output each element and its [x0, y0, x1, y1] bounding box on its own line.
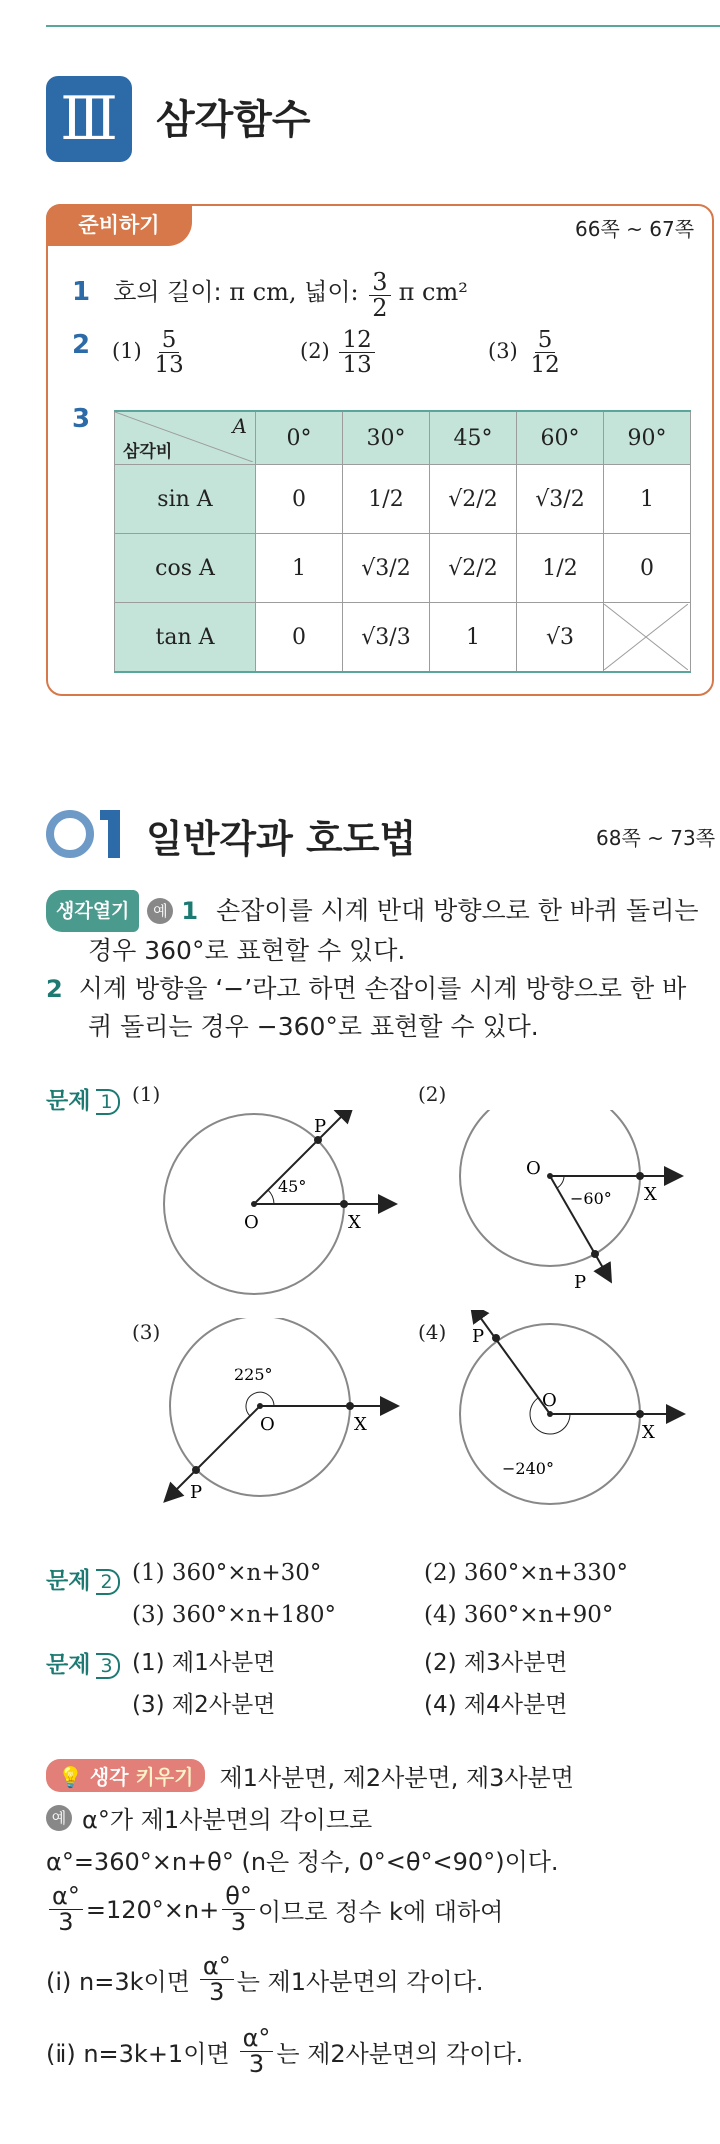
- table-cell: 0: [256, 465, 343, 534]
- table-cell: 1: [604, 465, 691, 534]
- p2-item-1: (1) 360°×n+30°: [132, 1560, 322, 1586]
- q2-item-1-frac: [151, 328, 186, 377]
- diagram-225: [150, 1318, 410, 1518]
- prep-q1: [72, 270, 468, 321]
- x-label: X: [644, 1184, 657, 1205]
- problem1-number: 1: [96, 1089, 120, 1115]
- q2-item-2-frac: [339, 328, 374, 377]
- table-cell: √2/2: [430, 465, 517, 534]
- angle-arc: [557, 1176, 564, 1188]
- section-pages: 68쪽 ~ 73쪽: [596, 826, 716, 850]
- grow-text-4b: 는 제1사분면의 각이다.: [236, 1968, 484, 1997]
- table-cell: 1: [256, 534, 343, 603]
- q2-item-3: [488, 328, 566, 377]
- table-cell: 1/2: [517, 534, 604, 603]
- grow-line-5: [46, 2026, 523, 2077]
- angle-label: −240°: [502, 1459, 554, 1478]
- q2-item-2-label: (2): [300, 339, 330, 364]
- think-grow-tag: [46, 1759, 205, 1792]
- cross-out-mark: [604, 604, 688, 670]
- x-label: X: [348, 1212, 361, 1233]
- open-line-1b: 경우 360°로 표현할 수 있다.: [88, 936, 406, 965]
- alpha-num-4: α°: [200, 1954, 234, 1980]
- table-cell: √3: [517, 603, 604, 673]
- grow-text-4a: (ⅰ) n=3k이면: [46, 1968, 190, 1997]
- angle-label: 225°: [234, 1365, 273, 1384]
- table-corner: [115, 411, 256, 465]
- table-cell: √3/3: [343, 603, 430, 673]
- table-cell: 0: [604, 534, 691, 603]
- q2-item-2: [300, 328, 378, 377]
- q1-text: 호의 길이:: [113, 278, 230, 307]
- problem1-word: 문제: [46, 1088, 91, 1114]
- table-cell: √3/2: [517, 465, 604, 534]
- q1-frac-den: 2: [372, 294, 388, 323]
- q2-item-2-den: 13: [342, 352, 372, 379]
- table-row: [115, 603, 691, 673]
- top-rule: [46, 25, 720, 27]
- q1-value1: π cm, 넓이:: [229, 278, 367, 307]
- diagram-45: [150, 1110, 410, 1310]
- q2-number: 2: [72, 330, 91, 360]
- grow-text-3d: 이므로 정수 k에 대하여: [257, 1898, 504, 1927]
- alpha-den: 3: [58, 1908, 74, 1937]
- problem2-label: [46, 1562, 120, 1595]
- angle-header: 30°: [343, 411, 430, 465]
- angle-label: −60°: [570, 1189, 612, 1208]
- grow-line-2: α°=360°×n+θ° (n은 정수, 0°<θ°<90°)이다.: [46, 1848, 559, 1876]
- p1-part3-label: (3): [132, 1320, 161, 1344]
- q3-number: 3: [72, 404, 91, 434]
- alpha-den-5: 3: [248, 2050, 265, 2079]
- origin-label: O: [260, 1414, 275, 1435]
- problem3-word: 문제: [46, 1652, 91, 1678]
- row-label: tan A: [115, 603, 256, 673]
- p2-item-4: (4) 360°×n+90°: [424, 1602, 614, 1628]
- q2-item-3-label: (3): [488, 339, 518, 364]
- p1-part1-label: (1): [132, 1082, 161, 1106]
- table-cell: 0: [256, 603, 343, 673]
- angle-header: 90°: [604, 411, 691, 465]
- x-label: X: [642, 1422, 655, 1443]
- origin-label: O: [244, 1212, 259, 1233]
- angle-label: 45°: [278, 1177, 307, 1196]
- grow-text-3b: =120°×n+: [85, 1895, 220, 1924]
- origin-label: O: [542, 1390, 557, 1411]
- problem3-label: [46, 1646, 120, 1679]
- angle-arc: [268, 1190, 274, 1204]
- q2-item-3-num: 5: [535, 328, 556, 353]
- q2-item-1-label: (1): [112, 339, 142, 364]
- q2-item-2-num: 12: [339, 328, 374, 353]
- grow-line-1: [46, 1800, 372, 1835]
- angle-header: 45°: [430, 411, 517, 465]
- origin-label: O: [526, 1158, 541, 1179]
- chapter-numeral-badge: Ⅲ: [46, 76, 132, 162]
- table-row: [115, 534, 691, 603]
- p-label: P: [574, 1272, 587, 1293]
- p2-item-2: (2) 360°×n+330°: [424, 1560, 629, 1586]
- alpha-num-5: α°: [240, 2026, 274, 2052]
- p-label: P: [314, 1116, 327, 1137]
- section-number-graphic: [44, 806, 136, 862]
- p-label: P: [190, 1482, 203, 1503]
- q2-item-1-den: 13: [154, 352, 184, 379]
- table-cell: 1/2: [343, 465, 430, 534]
- open-item-1-number: 1: [181, 897, 199, 925]
- p2-item-3: (3) 360°×n+180°: [132, 1602, 337, 1628]
- open-line-2a: 시계 방향을 ‘−’라고 하면 손잡이를 시계 방향으로 한 바: [78, 974, 687, 1003]
- bulb-icon: 💡: [58, 1765, 83, 1789]
- grow-text-5b: 는 제2사분면의 각이다.: [276, 2040, 524, 2069]
- chapter-title: 삼각함수: [156, 97, 311, 143]
- row-label: cos A: [115, 534, 256, 603]
- q1-fraction: [369, 270, 390, 321]
- grow-text-1: α°가 제1사분면의 각이므로: [82, 1806, 373, 1834]
- table-cell: √3/2: [343, 534, 430, 603]
- angle-header: 0°: [256, 411, 343, 465]
- p3-item-4: (4) 제4사분면: [424, 1692, 568, 1718]
- corner-bottom-label: 삼각비: [123, 442, 173, 462]
- trig-table: [114, 410, 691, 673]
- q1-number: 1: [72, 277, 91, 308]
- think-grow-answer: 제1사분면, 제2사분면, 제3사분면: [219, 1764, 574, 1792]
- row-label: sin A: [115, 465, 256, 534]
- think-grow-tag-a: 생각: [89, 1765, 129, 1789]
- q2-item-1: [112, 328, 190, 377]
- think-grow-header: [46, 1758, 574, 1793]
- open-item-2-number: 2: [46, 975, 63, 1003]
- think-grow-tag-b: 키우기: [135, 1765, 194, 1789]
- grow-frac-4: [200, 1954, 234, 2005]
- grow-frac-5: [240, 2026, 274, 2077]
- q2-item-3-frac: [527, 328, 562, 377]
- problem3-number: 3: [96, 1653, 120, 1679]
- p1-part4-label: (4): [418, 1320, 447, 1344]
- prep-q2: [72, 327, 672, 379]
- open-line-2b: 퀴 돌리는 경우 −360°로 표현할 수 있다.: [88, 1012, 539, 1041]
- grow-line-3: [46, 1884, 503, 1935]
- section-title: 일반각과 호도법: [146, 817, 417, 861]
- think-open: [46, 890, 710, 1046]
- alpha-den-4: 3: [209, 1978, 225, 2007]
- grow-text-5a: (ⅱ) n=3k+1이면: [46, 2040, 230, 2069]
- corner-top-label: A: [232, 414, 247, 438]
- diagram-neg240: [446, 1310, 706, 1520]
- q1-value2: π cm²: [398, 278, 468, 307]
- x-label: X: [354, 1414, 367, 1435]
- problem2-number: 2: [96, 1569, 120, 1595]
- theta-num: θ°: [222, 1884, 255, 1910]
- example-badge: 예: [46, 1805, 72, 1831]
- p-label: P: [472, 1326, 485, 1347]
- diagram-neg60: [446, 1110, 706, 1320]
- think-open-tag: 생각열기: [46, 890, 139, 932]
- problem1-label: [46, 1082, 120, 1115]
- grow-frac-theta: [222, 1884, 255, 1935]
- p3-item-3: (3) 제2사분면: [132, 1692, 276, 1718]
- problem2-word: 문제: [46, 1568, 91, 1594]
- prep-tab: 준비하기: [46, 204, 192, 246]
- angle-header: 60°: [517, 411, 604, 465]
- terminal-ray: [166, 1406, 260, 1500]
- grow-line-4: [46, 1954, 484, 2005]
- prep-pages: 66쪽 ~ 67쪽: [575, 217, 695, 241]
- table-cell-crossed: [604, 603, 691, 673]
- table-row: [115, 465, 691, 534]
- open-line-1a: 손잡이를 시계 반대 방향으로 한 바퀴 돌리는: [216, 896, 699, 925]
- clock-circle: [460, 1110, 640, 1266]
- q1-frac-num: 3: [369, 270, 390, 296]
- q2-item-3-den: 12: [530, 352, 560, 379]
- table-cell: 1: [430, 603, 517, 673]
- p3-item-2: (2) 제3사분면: [424, 1650, 568, 1676]
- p1-part2-label: (2): [418, 1082, 447, 1106]
- q2-item-1-num: 5: [159, 328, 180, 353]
- table-cell: √2/2: [430, 534, 517, 603]
- p3-item-1: (1) 제1사분면: [132, 1650, 276, 1676]
- example-badge: 예: [147, 898, 173, 924]
- grow-frac-alpha: [49, 1884, 83, 1935]
- alpha-num: α°: [49, 1884, 83, 1910]
- theta-den: 3: [230, 1908, 247, 1937]
